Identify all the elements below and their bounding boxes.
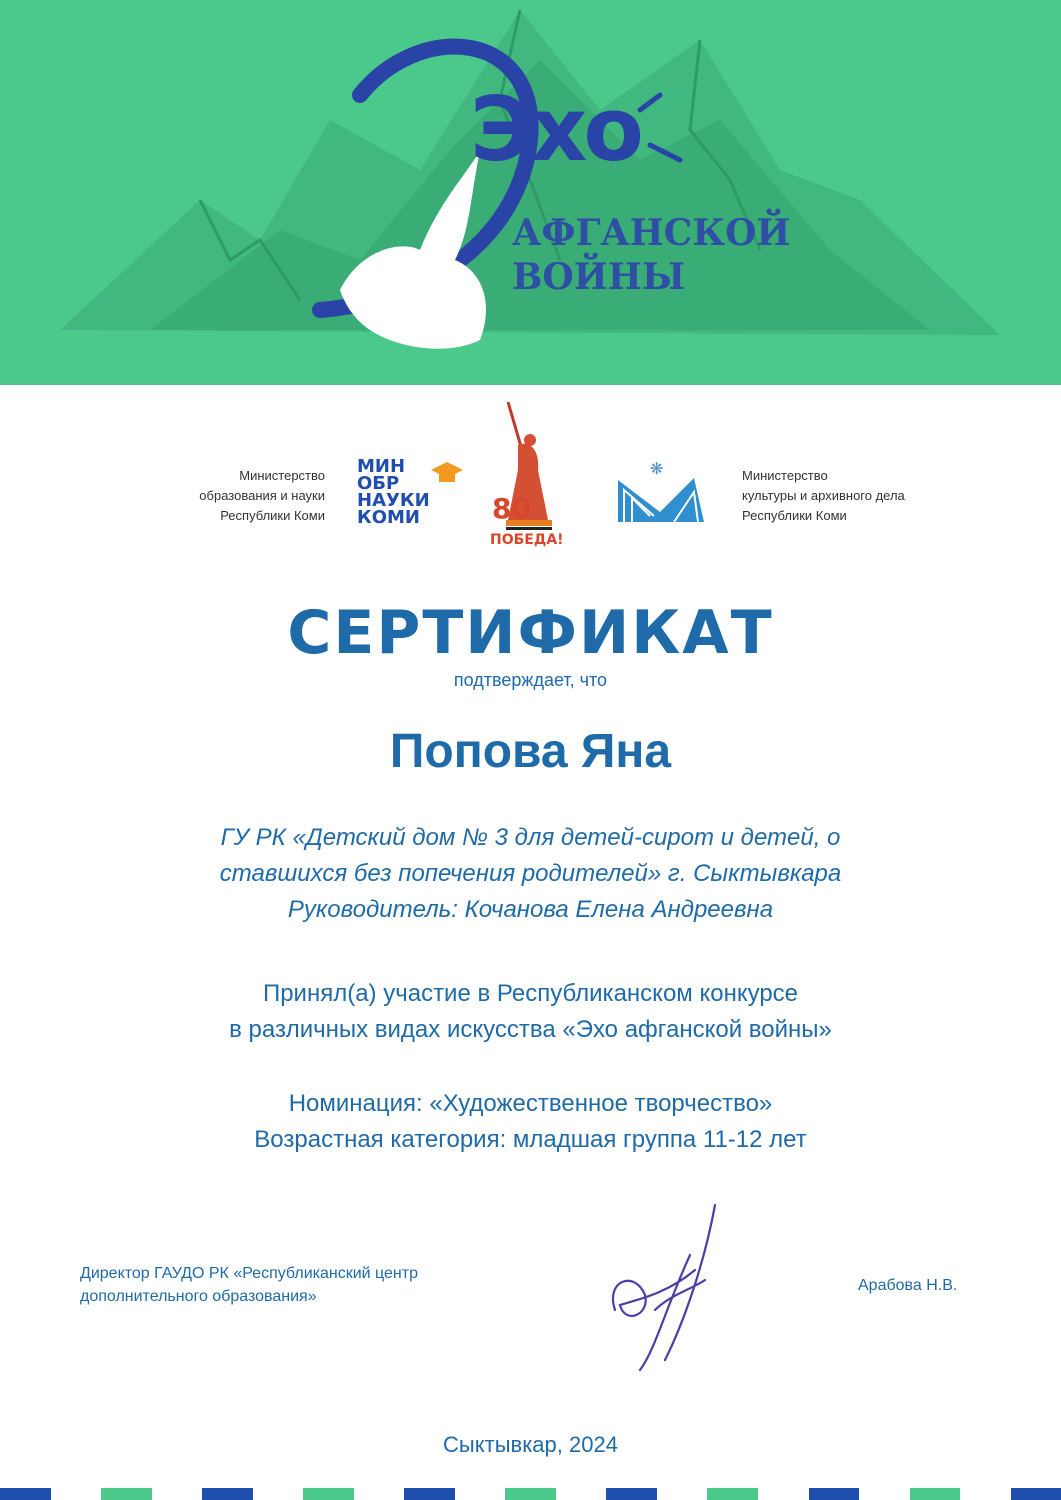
svg-text:❋: ❋ <box>650 459 664 478</box>
header-banner <box>0 0 1061 385</box>
certificate-title: СЕРТИФИКАТ <box>287 598 774 668</box>
ministry-culture-label: Министерство культуры и архивного дела Республики Коми <box>742 468 905 523</box>
institution-line1: ГУ РК «Детский дом № 3 для детей-сирот и детей, о <box>220 824 841 851</box>
logo-line2: ВОЙНЫ <box>512 256 686 298</box>
signature-image <box>595 1200 735 1380</box>
bottom-stripe <box>0 1488 1061 1500</box>
logo-line1: АФГАНСКОЙ <box>512 212 791 254</box>
institution-block <box>0 820 1061 928</box>
institution-line2: ставшихся без попечения родителей» г. Сыктывкара <box>219 860 842 887</box>
recipient-name: Попова Яна <box>389 725 672 778</box>
age-category: Возрастная категория: младшая группа 11-12 лет <box>254 1126 807 1153</box>
ministry-education-label: Министерство образования и науки Республики Коми <box>199 468 325 523</box>
victory-80-logo: 80 ПОБЕДА! <box>488 400 570 552</box>
ministry-culture-logo-icon <box>614 458 709 528</box>
nomination: Номинация: «Художественное творчество» <box>288 1090 773 1117</box>
supervisor-line: Руководитель: Кочанова Елена Андреевна <box>287 896 774 923</box>
minobr-logo: МИН ОБР НАУКИ КОМИ <box>357 458 467 530</box>
participation-block: Принял(а) участие в Республиканском конкурсе в различных видах искусства «Эхо афганской войны» <box>229 980 832 1043</box>
logo-echo-text: Эхо <box>470 78 640 181</box>
graduation-cap-icon <box>429 460 465 486</box>
signer-name: Арабова Н.В. <box>858 1277 958 1294</box>
nomination-block <box>0 1086 1061 1158</box>
place-year: Сыктывкар, 2024 <box>443 1432 618 1457</box>
director-title: Директор ГАУДО РК «Республиканский центр дополнительного образования» <box>80 1265 418 1305</box>
monument-icon <box>488 400 570 552</box>
mountains-illustration <box>0 0 1061 385</box>
certificate-subtitle: подтверждает, что <box>453 670 608 690</box>
